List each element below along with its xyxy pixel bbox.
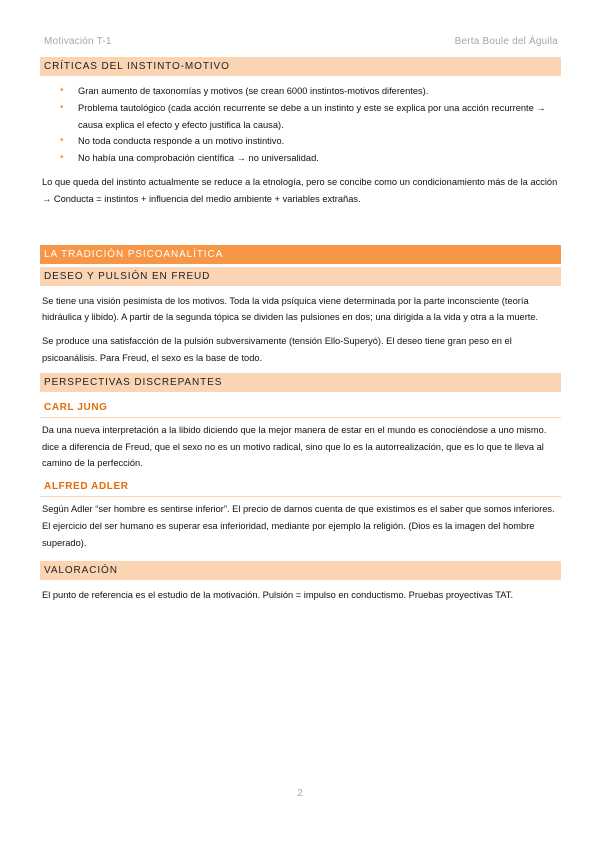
jung-paragraph: Da una nueva interpretación a la libido diciendo que la mejor manera de estar en el mundo es conociéndose a uno mismo. dice a diferencia de Freud, que el sexo no es un motivo radical, sino que lo es la autorrealización, que es lo que te lleva al camino de la perfección. (42, 424, 547, 469)
heading-tradicion-psicoanalitica: LA TRADICIÓN PSICOANALÍTICA (40, 245, 561, 264)
list-item-text: No había una comprobación científica → no universalidad. (78, 153, 319, 164)
valoracion-paragraph: El punto de referencia es el estudio de la motivación. Pulsión = impulso en conductismo. Pruebas proyectivas TAT. (42, 589, 514, 600)
list-item (40, 83, 561, 100)
heading-valoracion: VALORACIÓN (40, 561, 561, 580)
list-item-text: Problema tautológico (cada acción recurrente se debe a un instinto y este se explica por una acción recurrente → causa explica el efecto y efecto justifica la causa). (78, 102, 546, 130)
list-item (40, 150, 561, 167)
bullet-icon: • (60, 135, 64, 147)
bullet-icon: • (60, 152, 64, 164)
page-header (44, 36, 558, 47)
heading-alfred-adler: ALFRED ADLER (40, 478, 561, 497)
adler-paragraph: Según Adler “ser hombre es sentirse inferior”. El precio de darnos cuenta de que existimos es el saber que somos inferiores. El ejercicio del ser humano es superar esa inferioridad, mediante por ejemplo la religión. (Dios es la imagen del hombre superado). (42, 504, 555, 548)
freud-paragraph-2: Se produce una satisfacción de la pulsión subversivamente (tensión Ello-Superyó). El deseo tiene gran peso en el psicoanálisis. Para Freud, el sexo es la base de todo. (42, 336, 512, 363)
document-body (40, 57, 561, 603)
heading-deseo-pulsion: DESEO Y PULSIÓN EN FREUD (40, 267, 561, 286)
list-item-text: No toda conducta responde a un motivo instintivo. (78, 136, 285, 147)
page-number: 2 (297, 788, 303, 799)
freud-paragraph-1: Se tiene una visión pesimista de los motivos. Toda la vida psíquica viene determinada por la parte inconsciente (teoría hidráulica y libido). A partir de la segunda tópica se dividen las pulsiones en dos; una dirigida a la vida y otra a la muerte. (42, 295, 539, 323)
header-author: Berta Boule del Águila (454, 36, 558, 47)
list-item (40, 100, 561, 134)
bullet-icon: • (60, 85, 64, 96)
header-course-title: Motivación T-1 (44, 36, 112, 47)
bullet-icon: • (60, 101, 64, 113)
list-item (40, 133, 561, 150)
list-item-text: Gran aumento de taxonomías y motivos (se crean 6000 instintos-motivos diferentes). (78, 86, 429, 96)
heading-perspectivas: PERSPECTIVAS DISCREPANTES (40, 373, 561, 392)
heading-carl-jung: CARL JUNG (40, 399, 561, 418)
heading-criticas: CRÍTICAS DEL INSTINTO-MOTIVO (40, 57, 561, 76)
criticas-list (40, 83, 561, 167)
instinto-paragraph: Lo que queda del instinto actualmente se reduce a la etnología, pero se concibe como un condicionamiento más de la acción → Conducta = instintos + influencia del medio ambiente + variables extrañas. (42, 176, 558, 204)
